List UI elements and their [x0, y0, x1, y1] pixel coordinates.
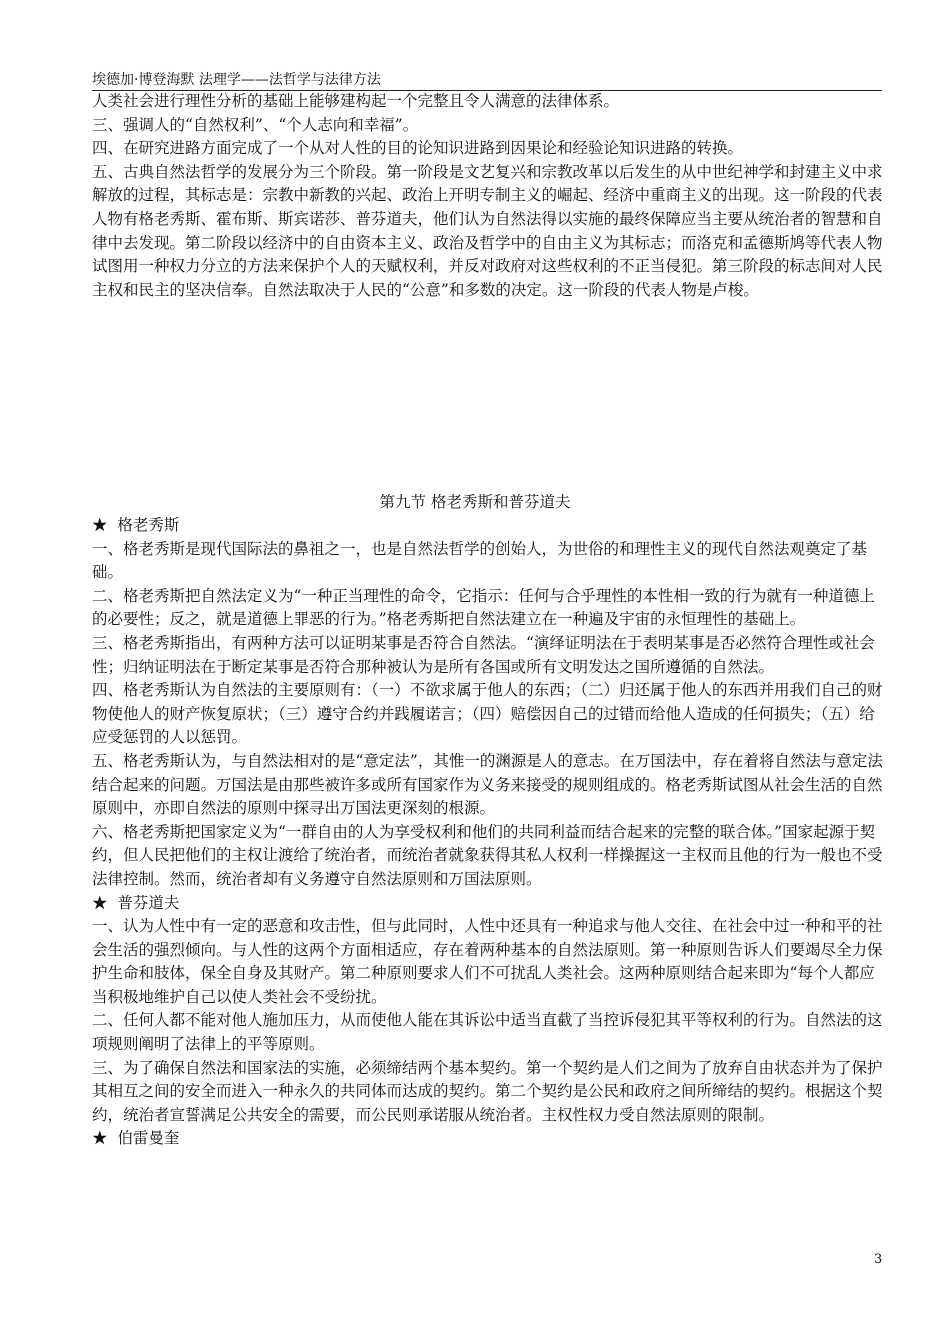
subheading-grotius: ★ 格老秀斯	[92, 516, 180, 534]
running-header: 埃德加·博登海默 法理学——法哲学与法律方法	[92, 72, 882, 91]
paragraph: 人类社会进行理性分析的基础上能够建构起一个完整且令人满意的法律体系。	[92, 92, 620, 110]
paragraph: 二、格老秀斯把自然法定义为“一种正当理性的命令，它指示：任何与合乎理性的本性相一致的行为就有一种道德上的必要性；反之，就是道德上罪恶的行为。”格老秀斯把自然法建立在一种遍及宇宙的永恒理性的基础上。	[92, 586, 875, 629]
paragraph: 二、任何人都不能对他人施加压力，从而使他人能在其诉讼中适当直截了当控诉侵犯其平等权利的行为。自然法的这项规则阐明了法律上的平等原则。	[92, 1011, 883, 1054]
paragraph: 一、格老秀斯是现代国际法的鼻祖之一，也是自然法哲学的创始人，为世俗的和理性主义的现代自然法观奠定了基础。	[92, 539, 868, 582]
paragraph: 四、格老秀斯认为自然法的主要原则有：（一）不欲求属于他人的东西；（二）归还属于他人的东西并用我们自己的财物使他人的财产恢复原状；（三）遵守合约并践履诺言；（四）赔偿因自己的过错而给他人造成的任何损失；（五）给应受惩罚的人以惩罚。	[92, 681, 883, 747]
paragraph: 六、格老秀斯把国家定义为“一群自由的人为享受权利和他们的共同利益而结合起来的完整的联合体。”国家起源于契约，但人民把他们的主权让渡给了统治者，而统治者就象获得其私人权利一样操握这一主权而且他的行为一般也不受法律控制。然而，统治者却有义务遵守自然法原则和万国法原则。	[92, 822, 883, 888]
subheading-pufendorf: ★ 普芬道夫	[92, 893, 180, 912]
section-body	[92, 514, 888, 1151]
continued-text-block	[92, 90, 888, 302]
page-number: 3	[874, 1252, 883, 1267]
subheading-next: ★ 伯雷曼奎	[92, 1129, 180, 1148]
paragraph: 三、强调人的“自然权利”、“个人志向和幸福”。	[92, 115, 419, 134]
paragraph: 四、在研究进路方面完成了一个从对人性的目的论知识进路到因果论和经验论知识进路的转换。	[92, 139, 744, 158]
paragraph: 五、格老秀斯认为，与自然法相对的是“意定法”，其惟一的渊源是人的意志。在万国法中，存在着将自然法与意定法结合起来的问题。万国法是由那些被许多或所有国家作为义务来接受的规则组成的。格老秀斯试图从社会生活的自然原则中，亦即自然法的原则中探寻出万国法更深刻的根源。	[92, 751, 883, 818]
paragraph: 三、为了确保自然法和国家法的实施，必须缔结两个基本契约。第一个契约是人们之间为了放弃自由状态并为了保护其相互之间的安全而进入一种永久的共同体而达成的契约。第二个契约是公民和政府之间所缔结的契约。根据这个契约，统治者宣誓满足公共安全的需要，而公民则承诺服从统治者。主权性权力受自然法原则的限制。	[92, 1058, 883, 1124]
paragraph: 五、古典自然法哲学的发展分为三个阶段。第一阶段是文艺复兴和宗教改革以后发生的从中世纪神学和封建主义中求解放的过程，其标志是：宗教中新教的兴起、政治上开明专制主义的崛起、经济中重商主义的出现。这一阶段的代表人物有格老秀斯、霍布斯、斯宾诺莎、普芬道夫，他们认为自然法得以实施的最终保障应当主要从统治者的智慧和自律中去发现。第二阶段以经济中的自由资本主义、政治及哲学中的自由主义为其标志；而洛克和孟德斯鸠等代表人物试图用一种权力分立的方法来保护个人的天赋权利，并反对政府对这些权利的不正当侵犯。第三阶段的标志间对人民主权和民主的坚决信奉。自然法取决于人民的“公意”和多数的决定。这一阶段的代表人物是卢梭。	[92, 162, 883, 299]
section-title: 第九节 格老秀斯和普芬道夫	[379, 493, 571, 511]
paragraph: 一、认为人性中有一定的恶意和攻击性，但与此同时，人性中还具有一种追求与他人交往、在社会中过一种和平的社会生活的强烈倾向。与人性的这两个方面相适应，存在着两种基本的自然法原则。第一种原则告诉人们要竭尽全力保护生命和肢体，保全自身及其财产。第二种原则要求人们不可扰乱人类社会。这两种原则结合起来即为“每个人都应当积极地维护自己以使人类社会不受纷扰。	[92, 917, 883, 1006]
paragraph: 三、格老秀斯指出，有两种方法可以证明某事是否符合自然法。“演绎证明法在于表明某事是否必然符合理性或社会性；归纳证明法在于断定某事是否符合那种被认为是所有各国或所有文明发达之国所遵循的自然法。	[92, 633, 875, 676]
